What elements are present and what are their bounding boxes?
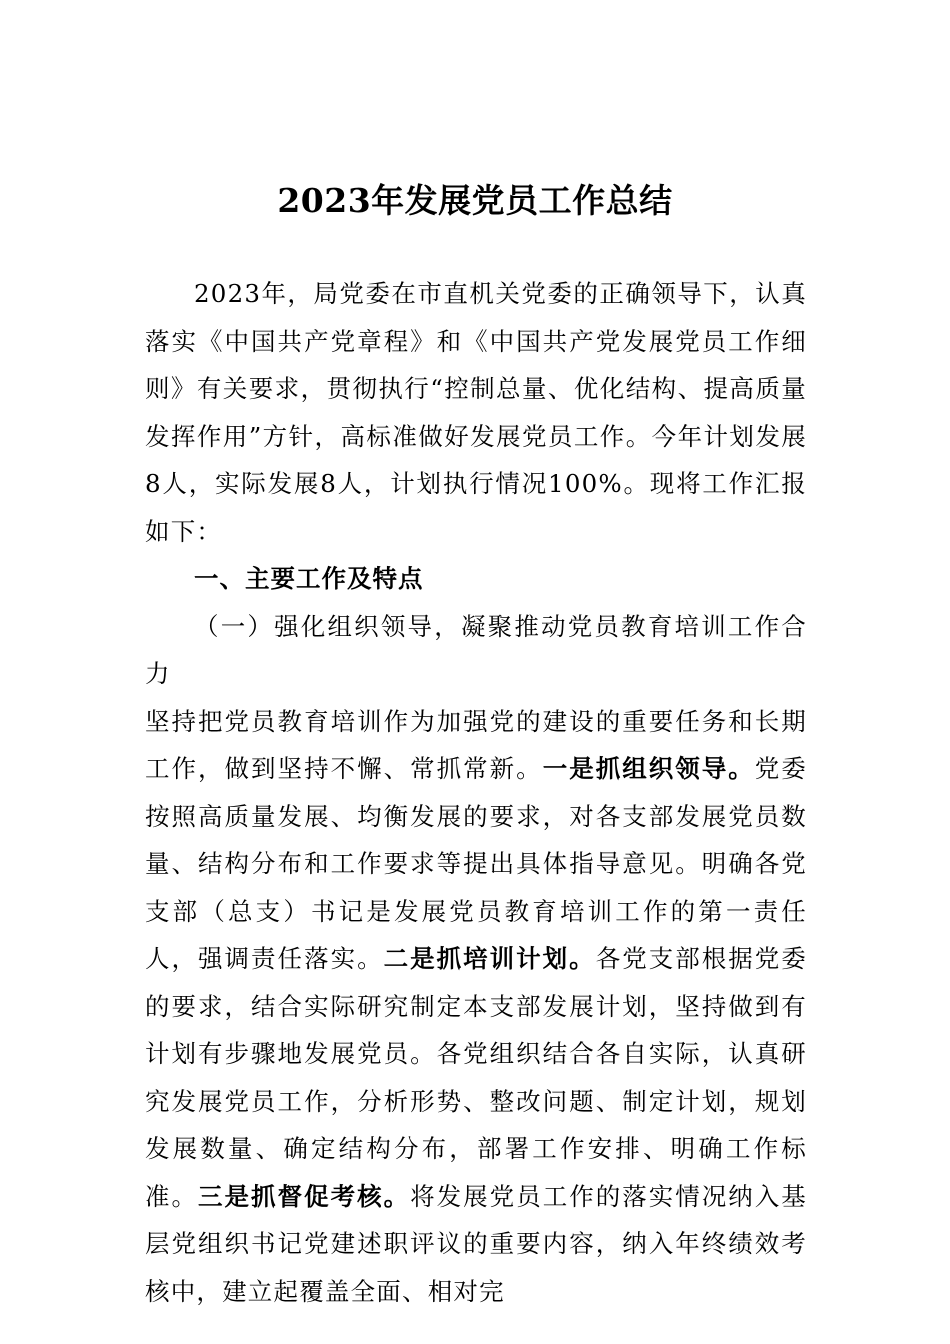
document-title: 2023年发展党员工作总结 — [277, 181, 673, 220]
document-body — [145, 270, 807, 1315]
bold-point-3: 三是抓督促考核。 — [198, 1181, 411, 1211]
paragraph-text: 将发展党员工作的落实情况纳入基层党组织书记党建述职评议的重要内容，纳入年终绩效考核中，建立起覆盖全面、相对完 — [145, 1181, 808, 1306]
subsection-heading: （一）强化组织领导，凝聚推动党员教育培训工作合力 — [145, 611, 807, 688]
paragraph-text: 党委按照高质量发展、均衡发展的要求，对各支部发展党员数量、结构分布和工作要求等提出具体指导意见。明确各党支部（总支）书记是发展党员教育培训工作的第一责任人，强调责任落实。 — [145, 754, 808, 973]
paragraph-text: 各党支部根据党委的要求，结合实际研究制定本支部发展计划，坚持做到有计划有步骤地发展党员。各党组织结合各自实际，认真研究发展党员工作，分析形势、整改问题、制定计划，规划发展数量、确定结构分布，部署工作安排、明确工作标准。 — [145, 944, 807, 1211]
section-heading: 一、主要工作及特点 — [194, 564, 424, 593]
bold-point-1: 一是抓组织领导。 — [542, 754, 755, 783]
paragraph-text: 坚持把党员教育培训作为加强党的建设的重要任务和长期工作，做到坚持不懈、常抓常新。 — [145, 706, 807, 783]
body-paragraph — [145, 698, 807, 1316]
bold-point-2: 二是抓培训计划。 — [383, 944, 596, 973]
intro-paragraph: 2023年，局党委在市直机关党委的正确领导下，认真落实《中国共产党章程》和《中国共产党发展党员工作细则》有关要求，贯彻执行“控制总量、优化结构、提高质量发挥作用”方针，高标准做好发展党员工作。今年计划发展8人，实际发展8人，计划执行情况100%。现将工作汇报如下： — [145, 279, 807, 546]
